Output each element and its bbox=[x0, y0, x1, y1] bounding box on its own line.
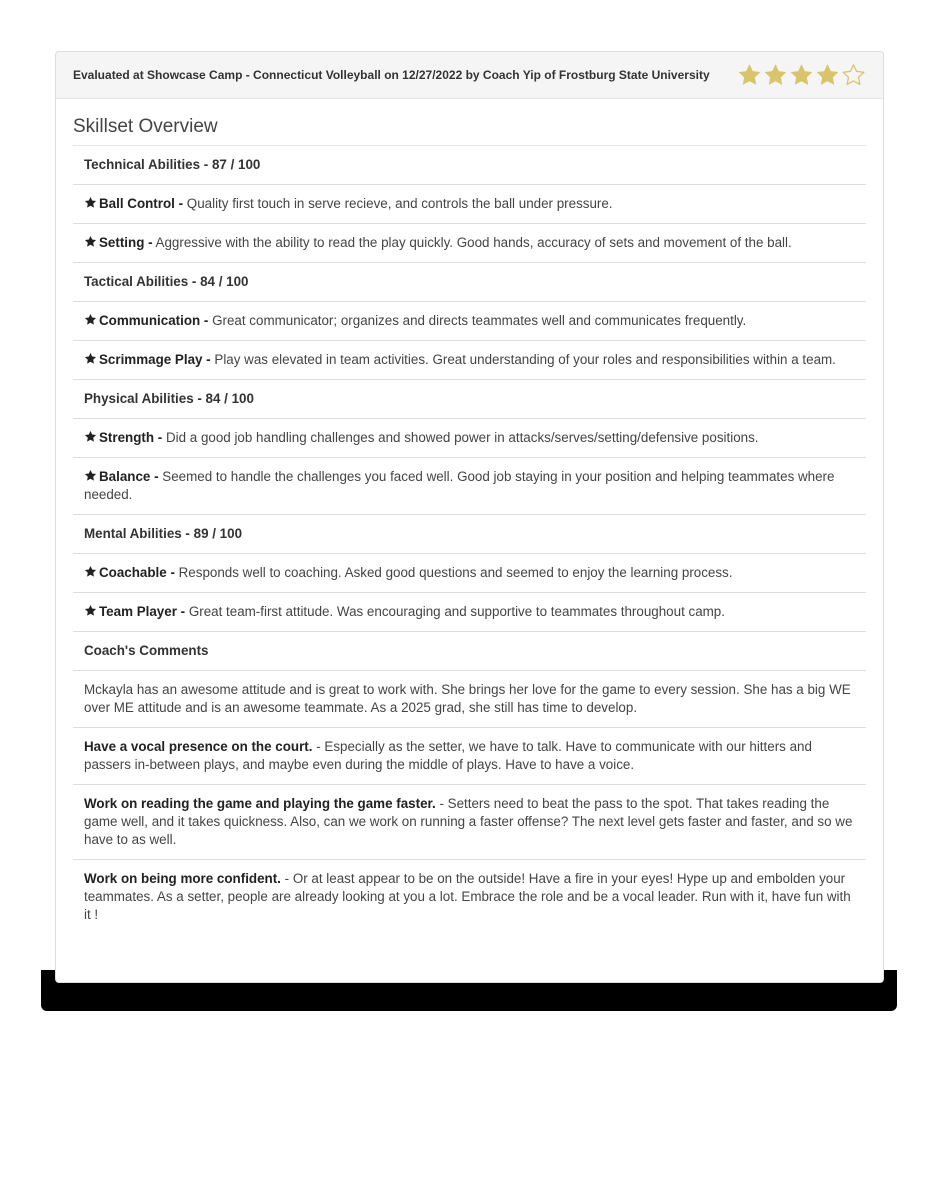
skill-name: Coachable - bbox=[99, 565, 175, 580]
star-icon bbox=[84, 430, 97, 443]
skill-list bbox=[73, 145, 866, 934]
skill-text: Did a good job handling challenges and showed power in attacks/serves/setting/defensive positions. bbox=[165, 430, 759, 445]
group-heading-technical: Technical Abilities - 87 / 100 bbox=[73, 145, 866, 184]
star-icon bbox=[84, 469, 97, 482]
comment-title: Have a vocal presence on the court. bbox=[84, 739, 313, 754]
comment-point bbox=[73, 784, 866, 859]
section-title: Skillset Overview bbox=[73, 116, 218, 137]
star-icon bbox=[84, 196, 97, 209]
comment-title: Work on reading the game and playing the game faster. bbox=[84, 796, 436, 811]
skill-text: Play was elevated in team activities. Great understanding of your roles and responsibilities within a team. bbox=[214, 352, 836, 367]
skill-name: Team Player - bbox=[99, 604, 186, 619]
skill-name: Scrimmage Play - bbox=[99, 352, 211, 367]
star-filled-icon bbox=[789, 63, 814, 87]
star-icon bbox=[84, 565, 97, 578]
group-heading-tactical: Tactical Abilities - 84 / 100 bbox=[73, 262, 866, 301]
skill-text: Quality first touch in serve recieve, and controls the ball under pressure. bbox=[186, 196, 613, 211]
skill-item bbox=[73, 553, 866, 592]
comment-point bbox=[73, 859, 866, 934]
star-rating bbox=[736, 63, 866, 87]
skill-text: Aggressive with the ability to read the play quickly. Good hands, accuracy of sets and movement of the ball. bbox=[155, 235, 792, 250]
skill-item bbox=[73, 301, 866, 340]
comments-summary: Mckayla has an awesome attitude and is great to work with. She brings her love for the game to every session. She has a big WE over ME attitude and is an awesome teammate. As a 2025 grad, she still has time to develop. bbox=[73, 670, 866, 727]
skill-item bbox=[73, 592, 866, 631]
star-icon bbox=[84, 313, 97, 326]
skill-text: Responds well to coaching. Asked good questions and seemed to enjoy the learning process. bbox=[178, 565, 733, 580]
star-icon bbox=[84, 352, 97, 365]
skill-item bbox=[73, 223, 866, 262]
skill-name: Ball Control - bbox=[99, 196, 184, 211]
comment-point bbox=[73, 727, 866, 784]
star-filled-icon bbox=[815, 63, 840, 87]
skill-text: Great communicator; organizes and directs teammates well and communicates frequently. bbox=[212, 313, 747, 328]
skill-name: Balance - bbox=[99, 469, 159, 484]
skill-text: Seemed to handle the challenges you faced well. Good job staying in your position and helping teammates where needed. bbox=[84, 469, 835, 502]
group-heading-physical: Physical Abilities - 84 / 100 bbox=[73, 379, 866, 418]
group-heading-mental: Mental Abilities - 89 / 100 bbox=[73, 514, 866, 553]
comment-title: Work on being more confident. bbox=[84, 871, 281, 886]
star-icon bbox=[84, 235, 97, 248]
star-filled-icon bbox=[737, 63, 762, 87]
comment-text: - Or at least appear to be on the outside! Have a fire in your eyes! Hype up and embolden your teammates. As a setter, people are already looking at you a lot. Embrace the role and be a vocal leader. Run with it, have fun with it ! bbox=[84, 871, 851, 922]
evaluation-summary: Evaluated at Showcase Camp - Connecticut Volleyball on 12/27/2022 by Coach Yip of Frostburg State University bbox=[73, 68, 710, 82]
skillset-overview bbox=[56, 99, 883, 934]
skill-name: Setting - bbox=[99, 235, 153, 250]
skill-name: Strength - bbox=[99, 430, 163, 445]
skill-item bbox=[73, 184, 866, 223]
skill-text: Great team-first attitude. Was encouraging and supportive to teammates throughout camp. bbox=[188, 604, 725, 619]
skill-item bbox=[73, 340, 866, 379]
skill-item bbox=[73, 418, 866, 457]
comment-text: - Especially as the setter, we have to talk. Have to communicate with our hitters and passers in-between plays, and maybe even during the middle of plays. Have to have a voice. bbox=[84, 739, 812, 772]
evaluation-card bbox=[55, 51, 884, 983]
comments-heading: Coach's Comments bbox=[73, 631, 866, 670]
star-empty-icon bbox=[841, 63, 866, 87]
skill-name: Communication - bbox=[99, 313, 209, 328]
star-icon bbox=[84, 604, 97, 617]
star-filled-icon bbox=[763, 63, 788, 87]
evaluation-header bbox=[56, 52, 883, 99]
skill-item bbox=[73, 457, 866, 514]
comment-text: - Setters need to beat the pass to the spot. That takes reading the game well, and it takes quickness. Also, can we work on running a faster offense? The next level gets faster and faster, and so we have to as well. bbox=[84, 796, 853, 847]
